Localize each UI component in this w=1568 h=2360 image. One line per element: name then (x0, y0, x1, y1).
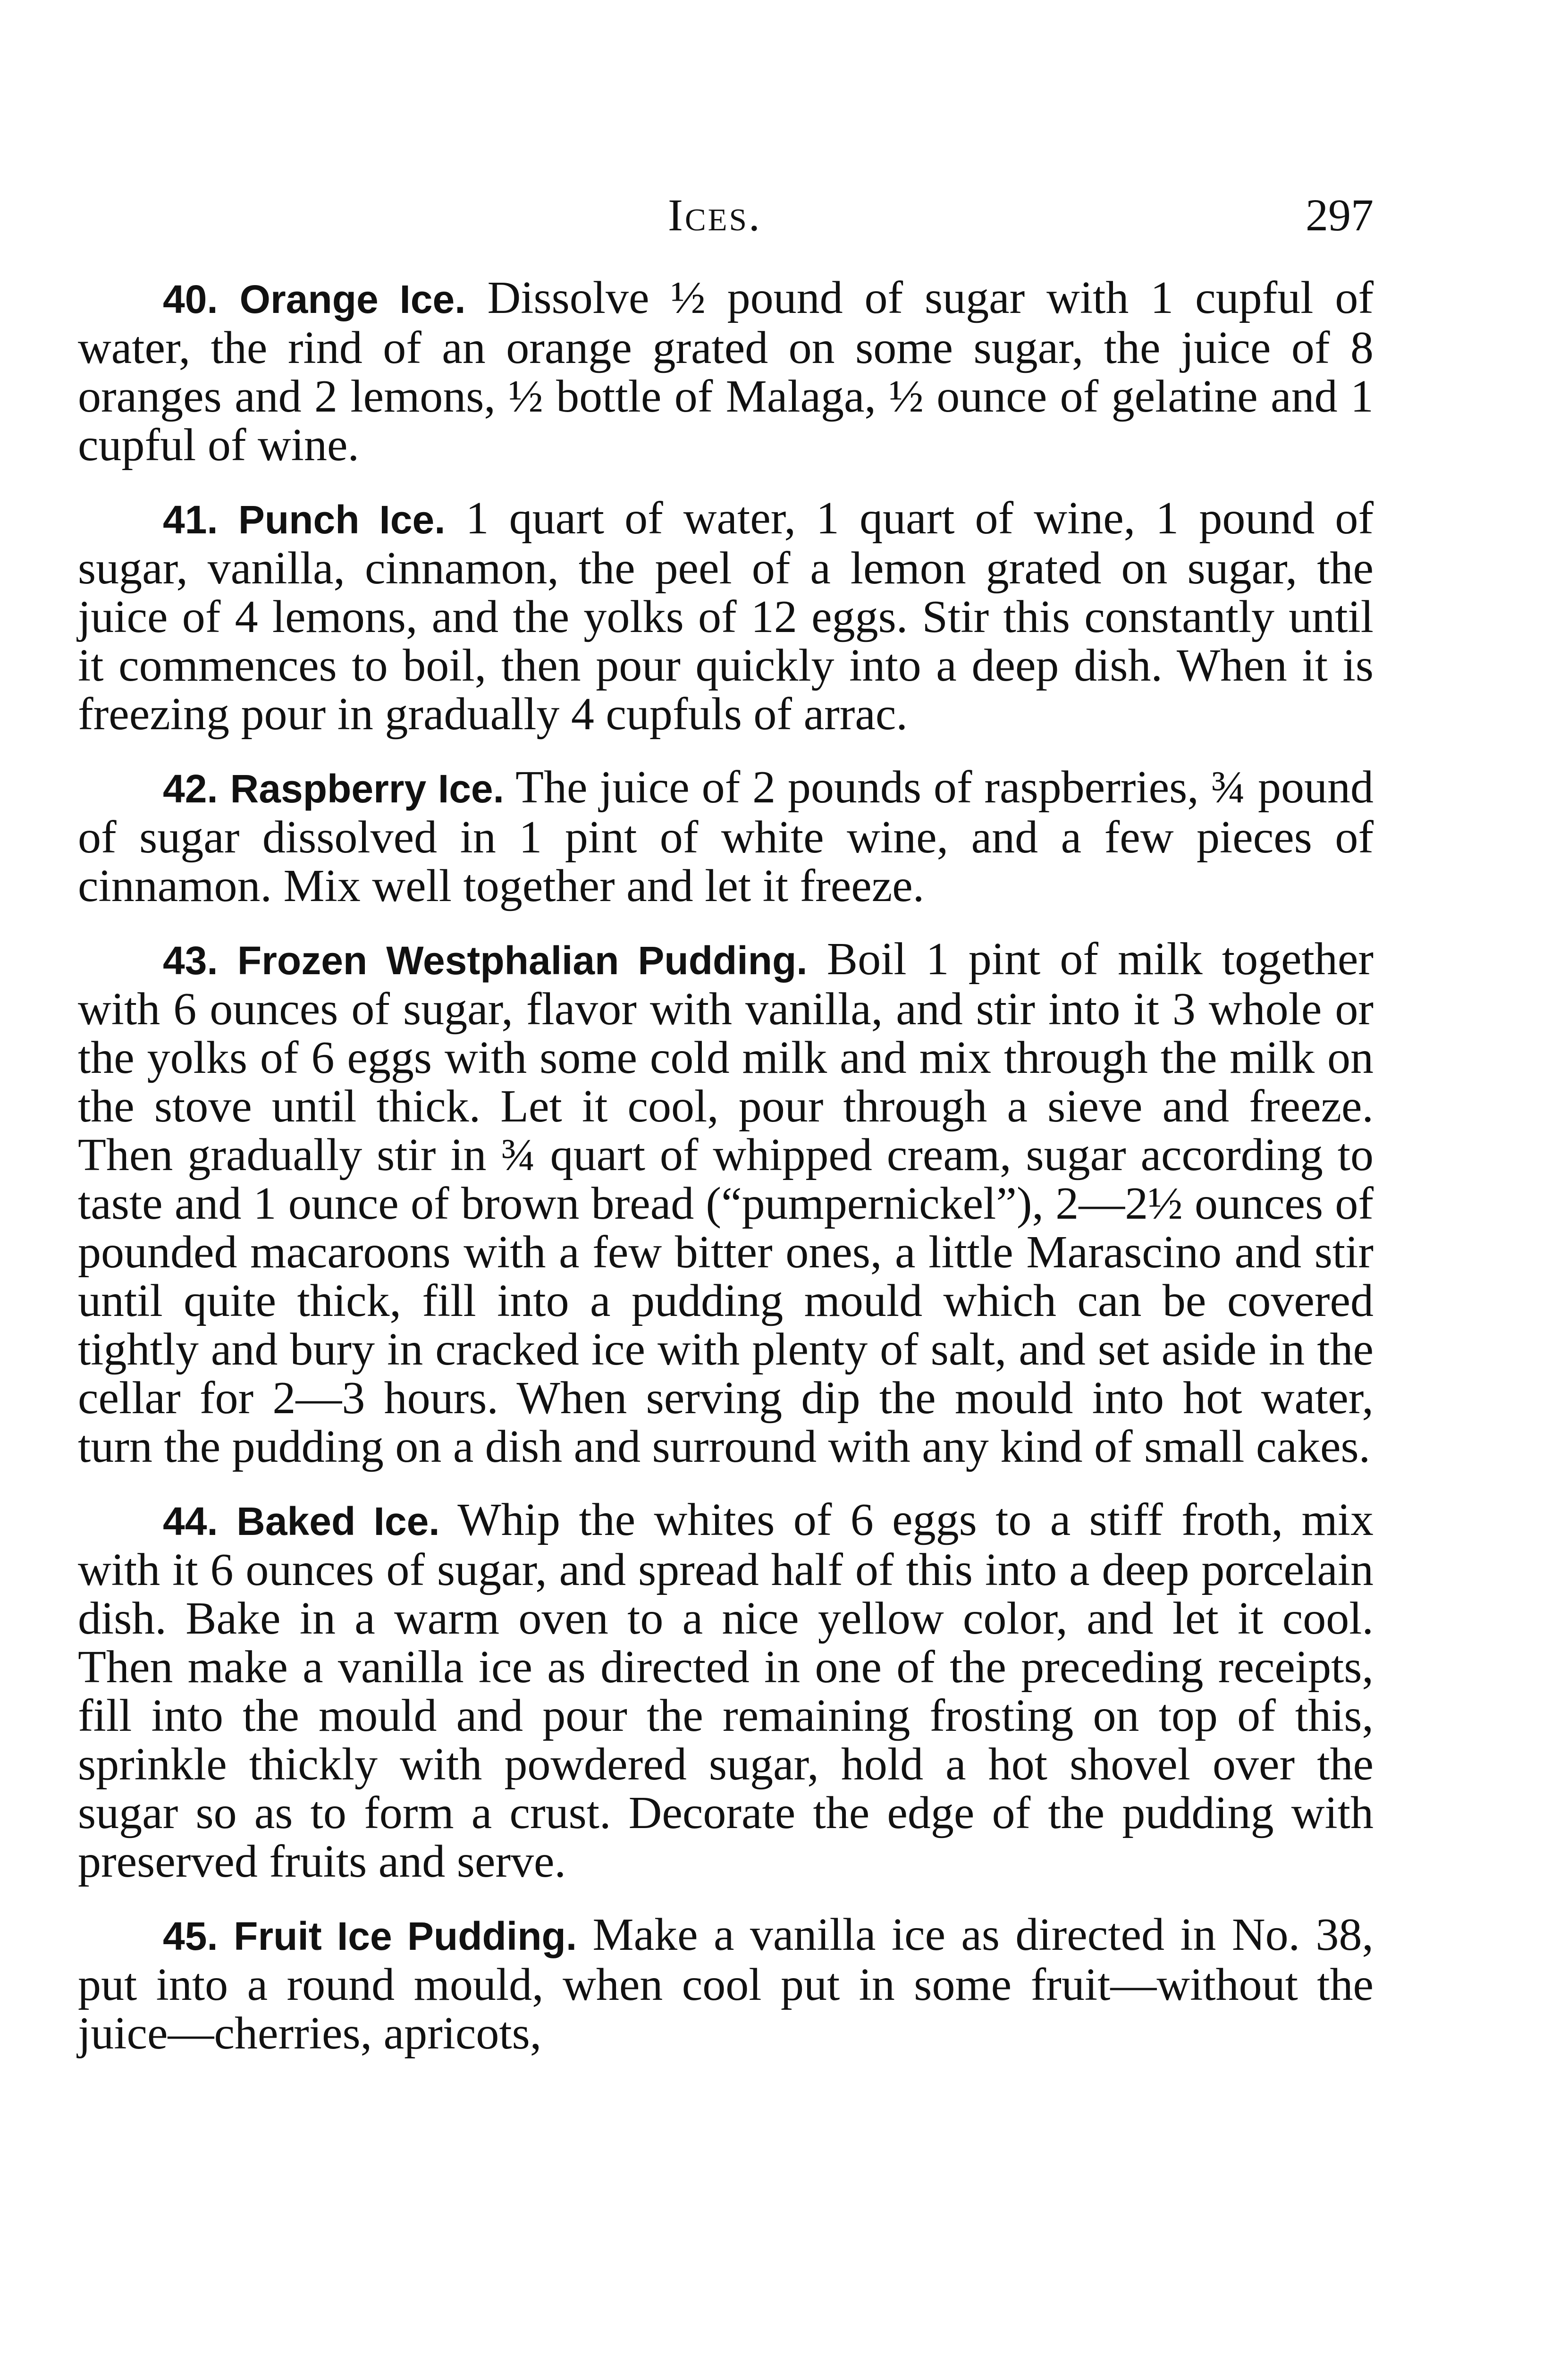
recipe-title: Baked Ice. (236, 1499, 440, 1543)
recipe-number: 41. (163, 497, 218, 542)
recipe-number: 40. (163, 277, 218, 321)
recipe-title: Punch Ice. (238, 497, 446, 542)
recipe-text: Boil 1 pint of milk together with 6 ounces of sugar, flavor with vanilla, and stir into it 3 whole or the yolks of 6 eggs with some cold milk and mix through the milk on the stove until thick. Let it cool, pour through a sieve and freeze. Then gradually stir in ¾ quart of whipped cream, sugar according to taste and 1 ounce of brown bread (“pumpernickel”), 2—2½ ounces of pounded macaroons with a few bitter ones, a little Marascino and stir until quite thick, fill into a pudding mould which can be covered tightly and bury in cracked ice with plenty of salt, and set aside in the cellar for 2—3 hours. When serving dip the mould into hot water, turn the pudding on a dish and surround with any kind of small cakes. (78, 934, 1374, 1472)
recipe-text: The juice of 2 pounds of raspberries, ¾ pound of sugar dissolved in 1 pint of white wine, and a few pieces of cinnamon. Mix well together and let it freeze. (78, 762, 1374, 911)
recipe-title: Fruit Ice Pudding. (234, 1914, 577, 1958)
recipe-number: 43. (163, 938, 218, 983)
recipe-42-raspberry-ice (78, 763, 1374, 910)
recipe-44-baked-ice (78, 1496, 1374, 1886)
recipe-43-frozen-westphalian-pudding (78, 935, 1374, 1471)
recipe-text: Dissolve ½ pound of sugar with 1 cupful of water, the rind of an orange grated on some sugar, the juice of 8 oranges and 2 lemons, ½ bottle of Malaga, ½ ounce of gelatine and 1 cupful of wine. (78, 272, 1374, 471)
recipe-40-orange-ice (78, 274, 1374, 470)
running-title: Ices. (668, 190, 762, 240)
recipe-text: Whip the whites of 6 eggs to a stiff froth, mix with it 6 ounces of sugar, and spread half of this into a deep porcelain dish. Bake in a warm oven to a nice yellow color, and let it cool. Then make a vanilla ice as directed in one of the preceding receipts, fill into the mould and pour the remaining frosting on top of this, sprinkle thickly with powdered sugar, hold a hot shovel over the sugar so as to form a crust. Decorate the edge of the pudding with preserved fruits and serve. (78, 1494, 1374, 1887)
recipe-number: 44. (163, 1499, 218, 1543)
book-page (78, 189, 1374, 2082)
recipe-title: Raspberry Ice. (230, 767, 504, 811)
recipe-title: Frozen Westphalian Pudding. (237, 938, 808, 983)
recipe-text: 1 quart of water, 1 quart of wine, 1 pound of sugar, vanilla, cinnamon, the peel of a lemon grated on sugar, the juice of 4 lemons, and the yolks of 12 eggs. Stir this constantly until it commences to boil, then pour quickly into a deep dish. When it is freezing pour in gradually 4 cupfuls of arrac. (78, 493, 1374, 740)
recipe-number: 42. (163, 767, 218, 811)
recipe-title: Orange Ice. (239, 277, 466, 321)
running-head (78, 189, 1374, 250)
recipe-41-punch-ice (78, 494, 1374, 739)
page-number: 297 (1306, 190, 1374, 240)
recipe-45-fruit-ice-pudding (78, 1911, 1374, 2058)
recipe-text: Make a vanilla ice as directed in No. 38, put into a round mould, when cool put in some fruit—without the juice—cherries, apricots, (78, 1909, 1374, 2059)
recipe-number: 45. (163, 1914, 218, 1958)
